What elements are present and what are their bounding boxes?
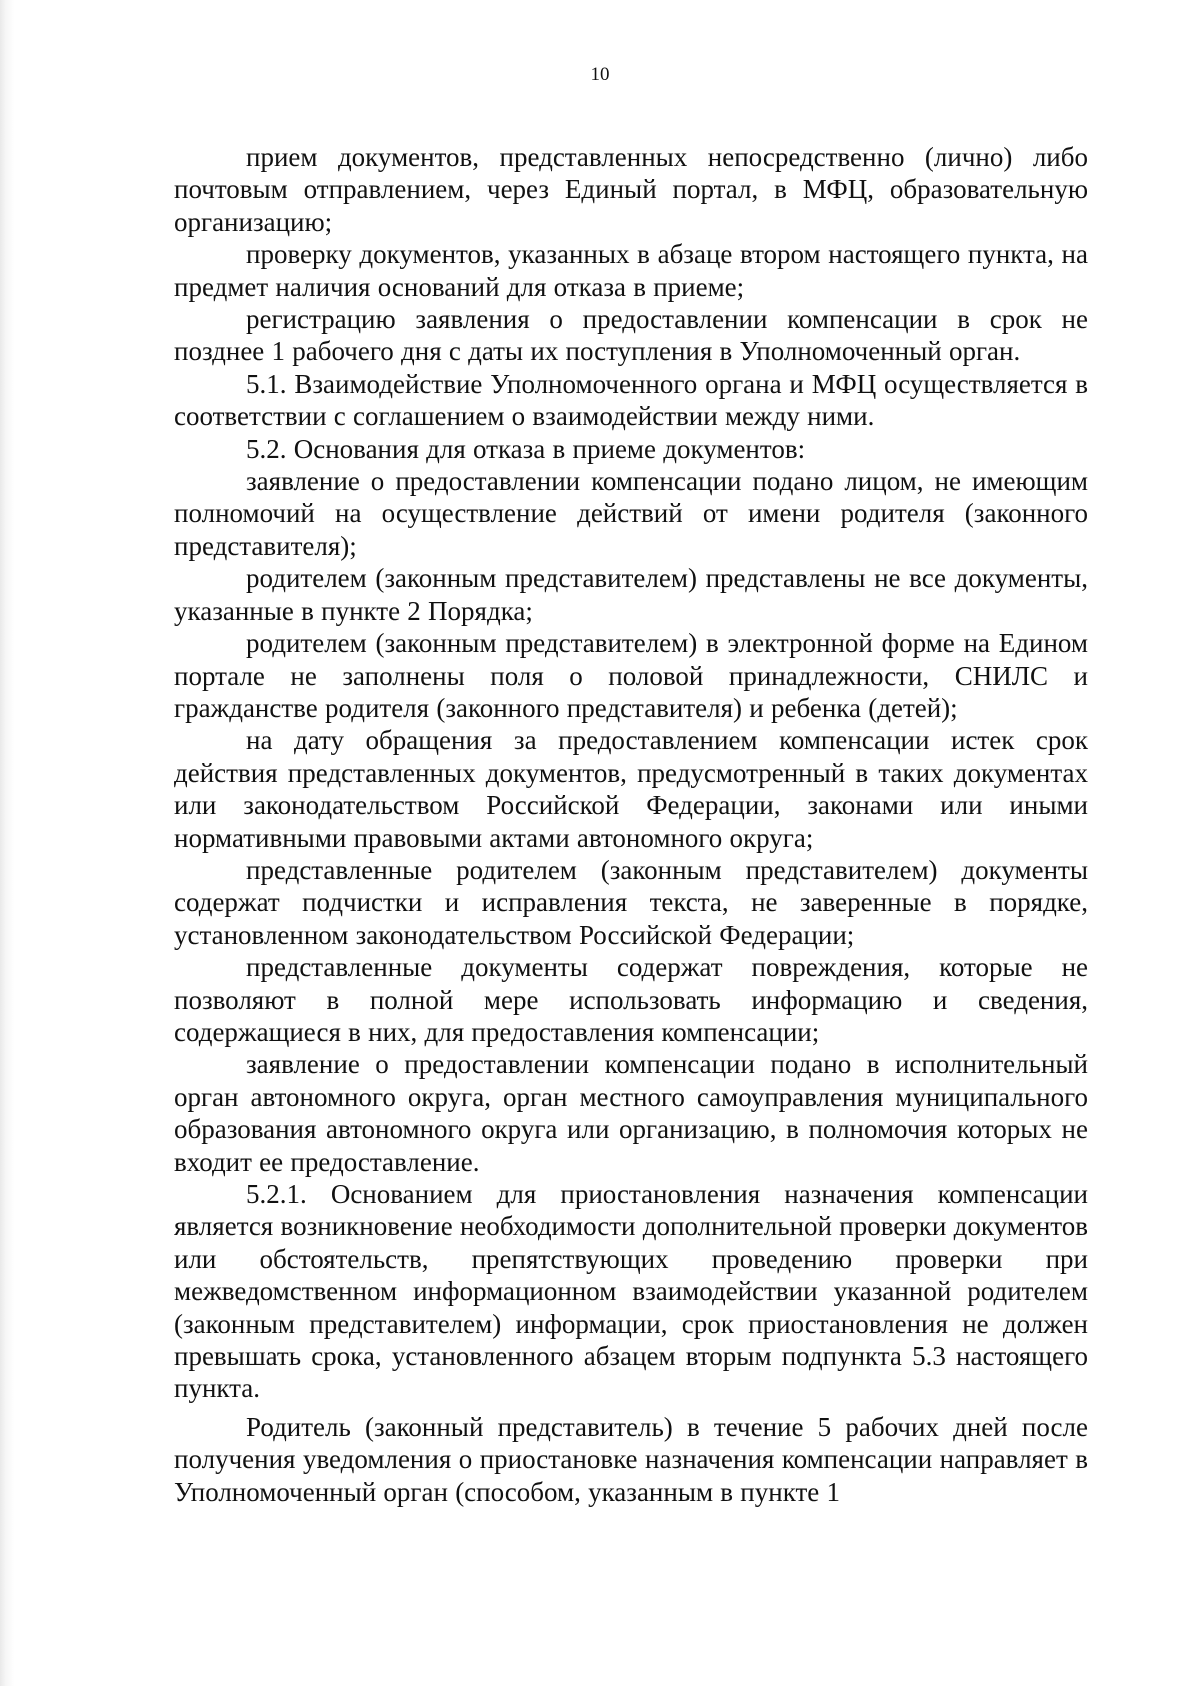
paragraph: регистрацию заявления о предоставлении компенсации в срок не позднее 1 рабочего дня с даты их поступления в Уполномоченный орган.: [174, 304, 1088, 367]
paragraph: представленные документы содержат повреждения, которые не позволяют в полной мере использовать информацию и сведения, содержащиеся в них, для предоставления компенсации;: [174, 952, 1088, 1047]
paragraph: 5.2. Основания для отказа в приеме документов:: [246, 433, 806, 464]
paragraph: 5.2.1. Основанием для приостановления назначения компенсации является возникновение необходимости дополнительной проверки документов или обстоятельств, препятствующих проведению проверки при межведомственном информационном взаимодействии указанной родителем (законным представителем) информации, срок приостановления не должен превышать срока, установленного абзацем вторым подпункта 5.3 настоящего пункта.: [174, 1179, 1088, 1404]
page-number: 10: [590, 64, 610, 85]
paragraph: заявление о предоставлении компенсации подано лицом, не имеющим полномочий на осуществление действий от имени родителя (законного представителя);: [174, 466, 1088, 561]
paragraph: заявление о предоставлении компенсации подано в исполнительный орган автономного округа, орган местного самоуправления муниципального образования автономного округа или организацию, в полномочия которых не входит ее предоставление.: [174, 1049, 1088, 1177]
paragraph: представленные родителем (законным представителем) документы содержат подчистки и исправления текста, не заверенные в порядке, установленном законодательством Российской Федерации;: [174, 854, 1088, 950]
scan-edge: [0, 0, 14, 1686]
paragraph: прием документов, представленных непосредственно (лично) либо почтовым отправлением, через Единый портал, в МФЦ, образовательную организацию;: [174, 142, 1088, 237]
paragraph: 5.1. Взаимодействие Уполномоченного органа и МФЦ осуществляется в соответствии с соглашением о взаимодействии между ними.: [174, 368, 1088, 432]
paragraph: проверку документов, указанных в абзаце втором настоящего пункта, на предмет наличия оснований для отказа в приеме;: [174, 239, 1088, 302]
paragraph: Родитель (законный представитель) в течение 5 рабочих дней после получения уведомления о приостановке назначения компенсации направляет в Уполномоченный орган (способом, указанным в пункте 1: [174, 1411, 1088, 1507]
document-body: [174, 141, 1088, 1508]
paragraph: на дату обращения за предоставлением компенсации истек срок действия представленных документов, предусмотренный в таких документах или законодательством Российской Федерации, законами или иными нормативными правовыми актами автономного округа;: [174, 725, 1088, 853]
paragraph: родителем (законным представителем) в электронной форме на Едином портале не заполнены поля о половой принадлежности, СНИЛС и гражданстве родителя (законного представителя) и ребенка (детей);: [174, 628, 1088, 723]
paragraph: родителем (законным представителем) представлены не все документы, указанные в пункте 2 Порядка;: [174, 563, 1088, 626]
